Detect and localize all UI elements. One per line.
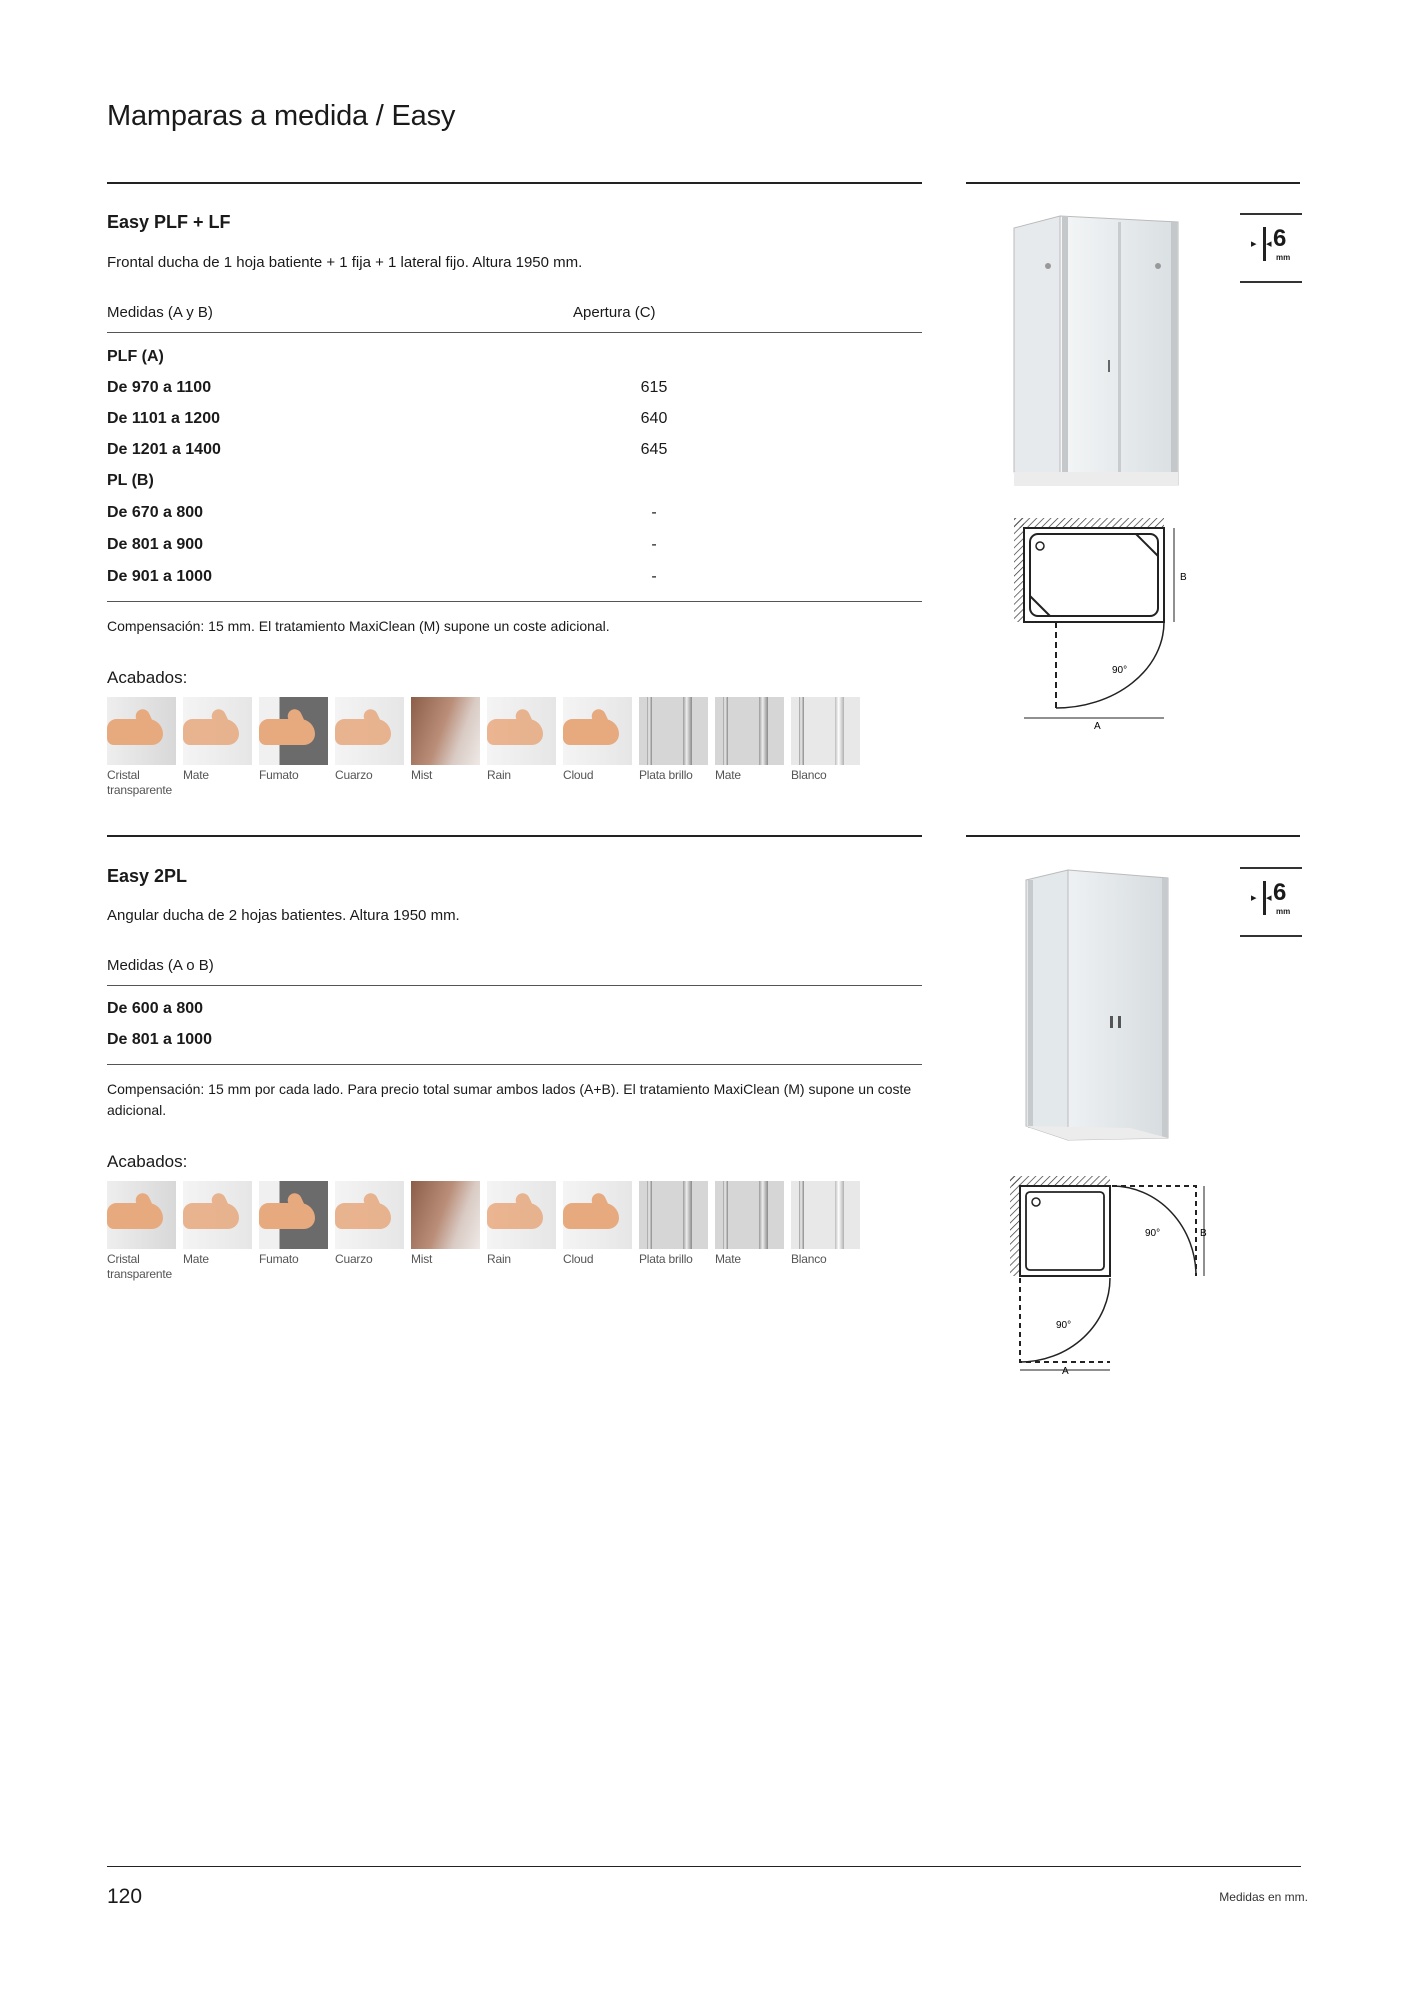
table-row — [107, 348, 922, 378]
row-value: 645 — [640, 441, 668, 458]
thickness-badge — [1240, 867, 1302, 937]
finish-swatch — [791, 697, 860, 798]
row-label: PLF (A) — [107, 348, 164, 365]
profile-bar — [799, 697, 804, 765]
finish-swatch-label: Mist — [411, 1252, 433, 1266]
finish-swatch-label: Cristal transparente — [107, 768, 172, 797]
finish-swatch-label: Blanco — [791, 768, 827, 782]
table-row — [107, 379, 922, 409]
page-number: 120 — [107, 1885, 143, 1908]
row-value: - — [651, 536, 657, 553]
row-value: - — [651, 568, 657, 585]
dim-a-label: A — [1062, 1366, 1069, 1374]
hand-icon — [563, 1203, 619, 1229]
row-label: De 801 a 900 — [107, 536, 204, 553]
finish-swatch — [715, 1181, 784, 1282]
finish-swatch-label: Fumato — [259, 1252, 299, 1266]
finish-swatch-image — [563, 697, 632, 765]
finish-swatch-image — [107, 697, 176, 765]
finish-swatch-label: Cloud — [563, 1252, 594, 1266]
finish-swatch-image — [259, 1181, 328, 1249]
table-header-rule — [107, 985, 922, 986]
finish-swatch-label: Mate — [183, 768, 209, 782]
thickness-unit: mm — [1276, 253, 1291, 262]
finish-swatch-image — [335, 1181, 404, 1249]
section2-description: Angular ducha de 2 hojas batientes. Altura 1950 mm. — [107, 907, 460, 924]
section2-image-rule — [966, 835, 1300, 837]
finish-swatch-image — [107, 1181, 176, 1249]
finish-swatch — [335, 697, 404, 798]
finish-swatch-label: Cloud — [563, 768, 594, 782]
row-value: - — [651, 504, 657, 521]
profile-bar — [683, 1181, 692, 1249]
profile-bar — [759, 697, 768, 765]
dim-b-label: B — [1200, 1228, 1207, 1239]
profile-bar — [683, 697, 692, 765]
finish-swatch — [411, 697, 480, 798]
hand-icon — [107, 719, 163, 745]
section1-plan-diagram — [1008, 518, 1198, 730]
finish-swatch-image — [411, 1181, 480, 1249]
finish-swatch — [183, 1181, 252, 1282]
finish-swatch-image — [639, 697, 708, 765]
finish-swatch-image — [715, 1181, 784, 1249]
table-bottom-rule — [107, 601, 922, 602]
hand-icon — [183, 1203, 239, 1229]
finish-swatch-image — [411, 697, 480, 765]
finish-swatch-label: Rain — [487, 768, 511, 782]
finish-swatch — [563, 1181, 632, 1282]
section2-finishes — [107, 1181, 860, 1282]
footer-note: Medidas en mm. — [1219, 1890, 1308, 1904]
profile-bar — [759, 1181, 768, 1249]
finish-swatch — [715, 697, 784, 798]
finish-swatch — [487, 697, 556, 798]
finish-swatch-image — [335, 697, 404, 765]
finish-swatch-image — [259, 697, 328, 765]
section2-top-rule — [107, 835, 922, 837]
arrow-right-icon: ▸ — [1251, 238, 1257, 250]
arrow-left-icon: ◂ — [1266, 892, 1272, 904]
section1-top-rule — [107, 182, 922, 184]
table-row — [107, 568, 922, 598]
table-bottom-rule — [107, 1064, 922, 1065]
finish-swatch-label: Cuarzo — [335, 1252, 373, 1266]
finish-swatch-label: Cuarzo — [335, 768, 373, 782]
finish-swatch — [335, 1181, 404, 1282]
profile-bar — [835, 1181, 844, 1249]
finish-swatch-image — [563, 1181, 632, 1249]
dim-a-label: A — [1094, 721, 1101, 730]
finish-swatch — [411, 1181, 480, 1282]
finish-swatch — [107, 697, 176, 798]
arrow-left-icon: ◂ — [1266, 238, 1272, 250]
hand-icon — [107, 1203, 163, 1229]
finish-swatch-label: Mate — [183, 1252, 209, 1266]
finish-swatch-label: Fumato — [259, 768, 299, 782]
angle-a-label: 90° — [1056, 1320, 1072, 1331]
finish-swatch — [259, 697, 328, 798]
section1-finishes — [107, 697, 860, 798]
finish-swatch-image — [487, 1181, 556, 1249]
finish-swatch-image — [715, 697, 784, 765]
table-row — [107, 504, 922, 534]
page-title: Mamparas a medida / Easy — [107, 100, 456, 132]
section2-finishes-label: Acabados: — [107, 1152, 188, 1171]
section1-col1-header: Medidas (A y B) — [107, 304, 213, 321]
hand-icon — [335, 719, 391, 745]
finish-swatch-label: Plata brillo — [639, 1252, 693, 1266]
profile-bar — [647, 697, 652, 765]
finish-swatch — [563, 697, 632, 798]
angle-b-label: 90° — [1145, 1228, 1161, 1239]
angle-label: 90° — [1112, 665, 1128, 676]
row-value: 640 — [640, 410, 668, 427]
section2-note: Compensación: 15 mm por cada lado. Para precio total sumar ambos lados (A+B). El tratamiento MaxiClean (M) supone un coste adicional. — [107, 1081, 912, 1118]
profile-bar — [835, 697, 844, 765]
table-row — [107, 1031, 922, 1061]
section1-note: Compensación: 15 mm. El tratamiento MaxiClean (M) supone un coste adicional. — [107, 618, 610, 634]
finish-swatch-label: Rain — [487, 1252, 511, 1266]
finish-swatch-image — [791, 697, 860, 765]
hand-icon — [563, 719, 619, 745]
thickness-badge — [1240, 213, 1302, 283]
finish-swatch-label: Plata brillo — [639, 768, 693, 782]
section2-plan-diagram — [1000, 1176, 1210, 1374]
finish-swatch-label: Mate — [715, 768, 741, 782]
table-header-rule — [107, 332, 922, 333]
table-row — [107, 472, 922, 502]
section2-title: Easy 2PL — [107, 866, 188, 886]
finish-swatch — [259, 1181, 328, 1282]
row-label: De 600 a 800 — [107, 1000, 204, 1017]
profile-bar — [723, 1181, 728, 1249]
section2-product-image — [1010, 866, 1180, 1148]
section2-col1-header: Medidas (A o B) — [107, 957, 214, 974]
finish-swatch-label: Blanco — [791, 1252, 827, 1266]
table-row — [107, 410, 922, 440]
table-row — [107, 536, 922, 566]
row-label: PL (B) — [107, 472, 154, 489]
thickness-value: 6 — [1273, 879, 1287, 906]
hand-icon — [259, 1203, 315, 1229]
finish-swatch — [183, 697, 252, 798]
profile-bar — [799, 1181, 804, 1249]
dim-b-label: B — [1180, 572, 1187, 583]
hand-icon — [183, 719, 239, 745]
hand-icon — [487, 1203, 543, 1229]
hand-icon — [487, 719, 543, 745]
finish-swatch-image — [183, 1181, 252, 1249]
finish-swatch-label: Mist — [411, 768, 433, 782]
finish-swatch-label: Mate — [715, 1252, 741, 1266]
row-value: 615 — [640, 379, 668, 396]
footer-rule — [107, 1866, 1301, 1867]
table-row — [107, 441, 922, 471]
arrow-right-icon: ▸ — [1251, 892, 1257, 904]
finish-swatch — [791, 1181, 860, 1282]
finish-swatch-image — [487, 697, 556, 765]
section1-col2-header: Apertura (C) — [573, 304, 656, 321]
finish-swatch — [639, 697, 708, 798]
thickness-unit: mm — [1276, 907, 1291, 916]
profile-bar — [647, 1181, 652, 1249]
finish-swatch-image — [639, 1181, 708, 1249]
finish-swatch-label: Cristal transparente — [107, 1252, 172, 1281]
finish-swatch — [107, 1181, 176, 1282]
row-label: De 1101 a 1200 — [107, 410, 220, 427]
row-label: De 801 a 1000 — [107, 1031, 212, 1048]
finish-swatch-image — [791, 1181, 860, 1249]
section1-product-image — [1000, 210, 1190, 500]
section1-image-rule — [966, 182, 1300, 184]
section1-title: Easy PLF + LF — [107, 212, 231, 232]
table-row — [107, 1000, 922, 1030]
section1-description: Frontal ducha de 1 hoja batiente + 1 fija + 1 lateral fijo. Altura 1950 mm. — [107, 254, 583, 271]
row-label: De 901 a 1000 — [107, 568, 212, 585]
thickness-value: 6 — [1273, 225, 1287, 252]
finish-swatch — [639, 1181, 708, 1282]
hand-icon — [335, 1203, 391, 1229]
finish-swatch — [487, 1181, 556, 1282]
section1-finishes-label: Acabados: — [107, 668, 188, 687]
finish-swatch-image — [183, 697, 252, 765]
row-label: De 670 a 800 — [107, 504, 204, 521]
row-label: De 1201 a 1400 — [107, 441, 221, 458]
profile-bar — [723, 697, 728, 765]
row-label: De 970 a 1100 — [107, 379, 212, 396]
hand-icon — [259, 719, 315, 745]
